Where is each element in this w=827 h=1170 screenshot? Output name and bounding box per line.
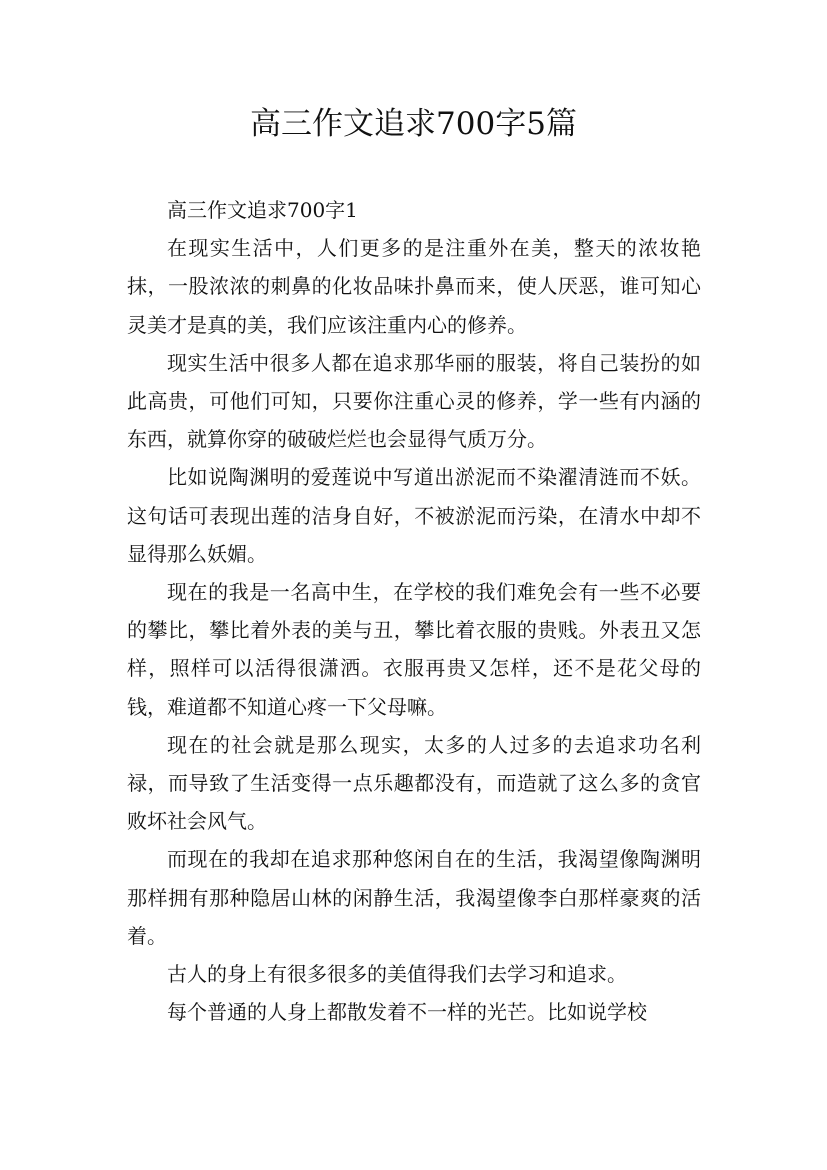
paragraph: 每个普通的人身上都散发着不一样的光芒。比如说学校: [167, 1000, 647, 1025]
paragraph: 现在的我是一名高中生，在学校的我们难免会有一些不必要的攀比，攀比着外表的美与丑，攀比着衣服的贵贱。外表丑又怎样，照样可以活得很潇洒。衣服再贵又怎样，还不是花父母的钱，难道都不知道心疼一下父母嘛。: [127, 580, 701, 719]
document-title: 高三作文追求700字5篇: [250, 106, 577, 142]
paragraph: 古人的身上有很多很多的美值得我们去学习和追求。: [167, 962, 627, 987]
section-heading: 高三作文追求700字1: [167, 198, 358, 222]
paragraph: 比如说陶渊明的爱莲说中写道出淤泥而不染濯清涟而不妖。这句话可表现出莲的洁身自好，不被淤泥而污染，在清水中却不显得那么妖媚。: [127, 465, 701, 566]
document-body: [127, 191, 701, 1031]
paragraph: 在现实生活中，人们更多的是注重外在美，整天的浓妆艳抹，一股浓浓的刺鼻的化妆品味扑鼻而来，使人厌恶，谁可知心灵美才是真的美，我们应该注重内心的修养。: [127, 236, 701, 337]
paragraph: 现在的社会就是那么现实，太多的人过多的去追求功名利禄，而导致了生活变得一点乐趣都没有，而造就了这么多的贪官败坏社会风气。: [127, 732, 701, 834]
paragraph: 而现在的我却在追求那种悠闲自在的生活，我渴望像陶渊明那样拥有那种隐居山林的闲静生活，我渴望像李白那样豪爽的活着。: [127, 847, 701, 948]
paragraph: 现实生活中很多人都在追求那华丽的服装，将自己装扮的如此高贵，可他们可知，只要你注重心灵的修养，学一些有内涵的东西，就算你穿的破破烂烂也会显得气质万分。: [127, 350, 701, 452]
